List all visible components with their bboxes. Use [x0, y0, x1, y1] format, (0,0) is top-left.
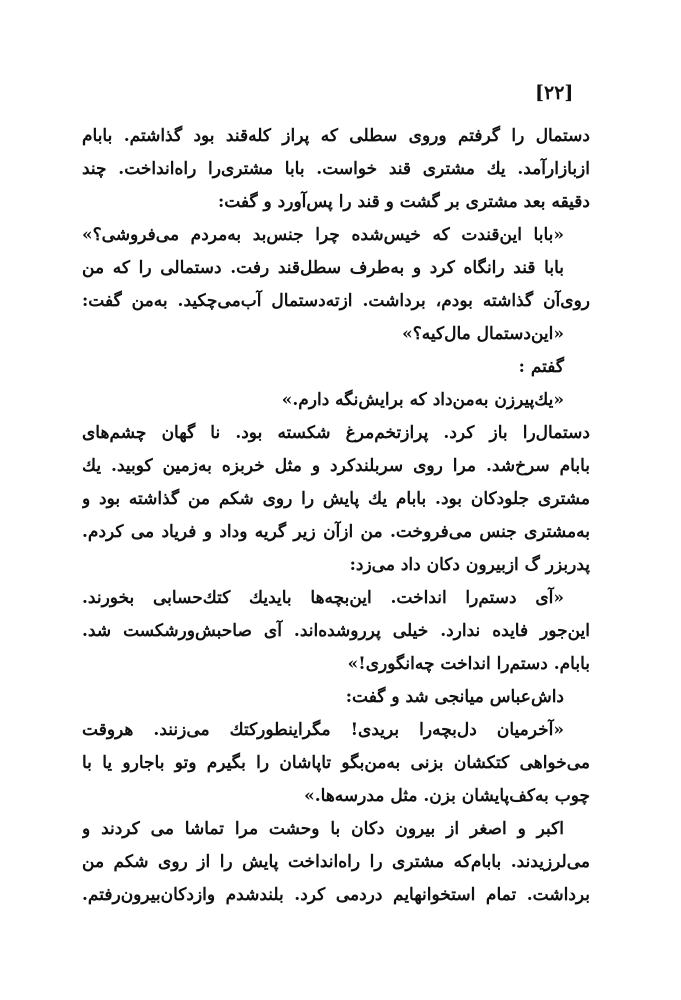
text-line: چوب به‌کف‌پایشان بزن. مثل مدرسه‌ها.»	[304, 786, 590, 806]
text-line: اکبر و اصغر از بیرون دکان با وحشت مرا تماشا می کردند و	[82, 819, 564, 839]
text-line: ازبازارآمد. یك مشتری قند خواست. بابا مشتری‌را راه‌انداخت. چند	[82, 159, 590, 179]
text-line: پدربزر گ ازبیرون دکان داد می‌زد:	[349, 555, 590, 575]
text-line: می‌لرزیدند. بابام‌که مشتری را راه‌انداخت پایش را از روی شکم من	[82, 852, 590, 872]
text-line: دقیقه بعد مشتری بر گشت و قند را پس‌آورد و گفت:	[217, 192, 590, 212]
text-line: به‌مشتری جنس می‌فروخت. من ازآن زیر گریه وداد و فریاد می کردم.	[82, 522, 590, 542]
text-line: «بابا این‌قندت که خیس‌شده چرا جنس‌بد به‌مردم می‌فروشی؟»	[82, 225, 564, 245]
text-line: برداشت. تمام استخوانهایم دردمی کرد. بلندشدم وازدکان‌بیرون‌رفتم.	[82, 885, 590, 905]
text-line: بابا قند رانگاه کرد و به‌طرف سطل‌قند رفت. دستمالی را که من	[82, 258, 564, 278]
text-line: مشتری جلودکان بود. بابام یك پایش را روی شکم من گذاشته بود و	[82, 489, 590, 509]
text-line: بابام. دستم‌را انداخت چه‌انگوری!»	[347, 654, 590, 674]
text-line: این‌جور فایده ندارد. خیلی پرروشده‌اند. آی صاحبش‌ورشکست شد.	[82, 621, 590, 641]
text-line: گفتم :	[518, 357, 564, 377]
text-line: «آخرمیان دل‌بچه‌را بریدی! مگراینطورکتك می‌زنند. هروقت	[82, 720, 564, 740]
text-line: داش‌عباس میانجی شد و گفت:	[345, 687, 564, 707]
body-text	[82, 120, 590, 912]
text-line: دستمال‌را باز کرد. پراز‌تخم‌مرغ شکسته بود. نا گهان چشم‌های	[82, 423, 590, 443]
text-line: بابام سرخ‌شد. مرا روی سربلندکرد و مثل خربزه به‌زمین کوبید. یك	[82, 456, 590, 476]
page-number: [۲۲]	[535, 82, 574, 104]
text-line: می‌خواهی کتکشان بزنی به‌من‌بگو تاپاشان را بگیرم وتو باجارو یا با	[82, 753, 590, 773]
text-line: دستمال را گرفتم وروی سطلی که پراز کله‌قند بود گذاشتم. بابام	[82, 126, 590, 146]
text-line: «آی دستم‌را انداخت. این‌بچه‌ها بایدیك کتك‌حسابی بخورند.	[82, 588, 564, 608]
text-line: «یك‌پیرزن به‌من‌داد که برایش‌نگه دارم.»	[281, 390, 564, 410]
text-line: «این‌دستمال مال‌کیه؟»	[402, 324, 564, 344]
text-line: روی‌آن گذاشته بودم، برداشت. ازته‌دستمال آب‌می‌چکید. به‌من گفت:	[82, 291, 590, 311]
